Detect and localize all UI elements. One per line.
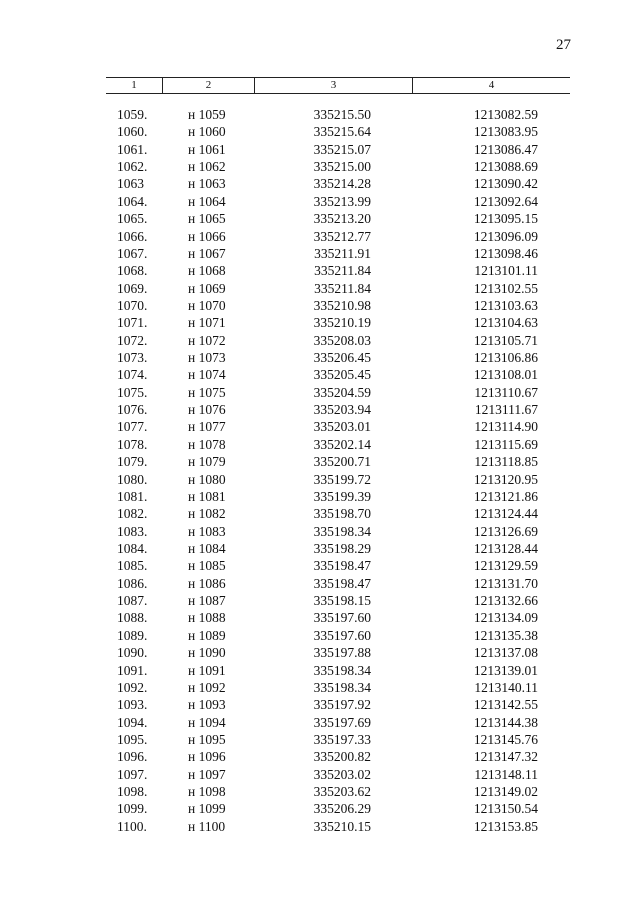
point-label: н 1096	[188, 749, 226, 765]
coordinate-y: 1213095.15	[473, 211, 538, 227]
coordinate-y: 1213096.09	[473, 228, 538, 244]
coordinate-x: 335198.15	[313, 593, 371, 609]
table-row	[106, 644, 570, 661]
table-row	[106, 523, 570, 540]
coordinate-y: 1213118.85	[474, 454, 538, 470]
point-index: 1090.	[117, 645, 148, 661]
point-index: 1093.	[117, 697, 148, 713]
table-row	[106, 436, 570, 453]
point-index: 1076.	[117, 402, 148, 418]
point-label: н 1073	[188, 350, 226, 366]
coordinate-x: 335203.01	[313, 419, 371, 435]
point-label: н 1097	[188, 766, 226, 782]
page-number: 27	[556, 37, 571, 53]
table-row	[106, 679, 570, 696]
point-index: 1077.	[117, 419, 148, 435]
point-index: 1065.	[117, 211, 148, 227]
coordinate-x: 335211.84	[314, 263, 371, 279]
coordinate-y: 1213150.54	[473, 801, 538, 817]
coordinate-x: 335211.84	[314, 280, 371, 296]
coordinate-x: 335197.92	[313, 697, 371, 713]
coordinate-x: 335197.60	[313, 610, 371, 626]
coordinate-y: 1213145.76	[473, 731, 538, 747]
coordinate-x: 335198.70	[313, 506, 371, 522]
table-row	[106, 800, 570, 817]
coordinate-y: 1213153.85	[473, 818, 538, 834]
coordinate-y: 1213140.11	[474, 679, 538, 695]
table-row	[106, 175, 570, 192]
point-index: 1070.	[117, 297, 148, 313]
table-row	[106, 228, 570, 245]
table-row	[106, 731, 570, 748]
point-label: н 1061	[188, 141, 226, 157]
point-index: 1099.	[117, 801, 148, 817]
coordinate-y: 1213101.11	[474, 263, 538, 279]
coordinate-x: 335197.33	[313, 731, 371, 747]
table-row	[106, 488, 570, 505]
coordinate-x: 335213.99	[313, 193, 371, 209]
point-label: н 1063	[188, 176, 226, 192]
coordinate-y: 1213120.95	[473, 471, 538, 487]
point-index: 1066.	[117, 228, 148, 244]
point-label: н 1083	[188, 523, 226, 539]
point-index: 1068.	[117, 263, 148, 279]
table-row	[106, 696, 570, 713]
coordinate-y: 1213105.71	[473, 332, 538, 348]
point-index: 1096.	[117, 749, 148, 765]
coordinate-y: 1213082.59	[473, 107, 538, 122]
table-row	[106, 505, 570, 522]
coordinate-y: 1213131.70	[473, 575, 538, 591]
coordinate-y: 1213144.38	[473, 714, 538, 730]
point-index: 1087.	[117, 593, 148, 609]
coordinate-y: 1213121.86	[473, 488, 538, 504]
table-header	[106, 77, 570, 94]
point-label: н 1079	[188, 454, 226, 470]
point-index: 1088.	[117, 610, 148, 626]
coordinate-y: 1213132.66	[473, 593, 538, 609]
coordinate-x: 335210.98	[313, 297, 371, 313]
coordinate-x: 335203.94	[313, 402, 371, 418]
coordinate-y: 1213088.69	[473, 159, 538, 175]
table-row	[106, 297, 570, 314]
coordinate-x: 335199.39	[313, 488, 371, 504]
coordinate-x: 335205.45	[313, 367, 371, 383]
point-label: н 1059	[188, 107, 226, 122]
coordinate-x: 335198.34	[313, 679, 371, 695]
coordinate-x: 335215.00	[313, 159, 371, 175]
table-row	[106, 332, 570, 349]
point-index: 1064.	[117, 193, 148, 209]
column-header-2: 2	[162, 78, 254, 93]
coordinate-x: 335214.28	[313, 176, 371, 192]
point-label: н 1099	[188, 801, 226, 817]
coordinate-y: 1213147.32	[473, 749, 538, 765]
point-index: 1063	[117, 176, 144, 192]
coordinate-x: 335198.29	[313, 540, 371, 556]
point-label: н 1077	[188, 419, 226, 435]
table-row	[106, 748, 570, 765]
table-row	[106, 592, 570, 609]
table-row	[106, 123, 570, 140]
point-label: н 1075	[188, 384, 226, 400]
point-index: 1095.	[117, 731, 148, 747]
coordinate-y: 1213103.63	[473, 297, 538, 313]
coordinate-x: 335200.82	[313, 749, 371, 765]
table-row	[106, 349, 570, 366]
table-row	[106, 627, 570, 644]
coordinate-x: 335200.71	[313, 454, 371, 470]
coordinate-y: 1213083.95	[473, 124, 538, 140]
coordinate-y: 1213142.55	[473, 697, 538, 713]
point-index: 1092.	[117, 679, 148, 695]
point-index: 1085.	[117, 558, 148, 574]
column-header-1: 1	[131, 79, 137, 91]
point-label: н 1091	[188, 662, 226, 678]
coordinate-x: 335203.02	[313, 766, 371, 782]
coordinate-x: 335210.15	[313, 818, 371, 834]
coordinate-x: 335199.72	[313, 471, 371, 487]
coordinate-y: 1213104.63	[473, 315, 538, 331]
point-index: 1071.	[117, 315, 148, 331]
point-label: н 1089	[188, 627, 226, 643]
point-label: н 1080	[188, 471, 226, 487]
point-label: н 1100	[188, 818, 226, 834]
coordinate-x: 335198.47	[313, 575, 371, 591]
point-index: 1080.	[117, 471, 148, 487]
coordinate-y: 1213090.42	[473, 176, 538, 192]
table-row	[106, 609, 570, 626]
point-label: н 1062	[188, 159, 226, 175]
point-index: 1079.	[117, 454, 148, 470]
point-label: н 1074	[188, 367, 226, 383]
point-label: н 1078	[188, 436, 226, 452]
table-row	[106, 366, 570, 383]
point-label: н 1087	[188, 593, 226, 609]
point-index: 1060.	[117, 124, 148, 140]
point-label: н 1070	[188, 297, 226, 313]
table-row	[106, 818, 570, 835]
coordinate-y: 1213111.67	[474, 402, 538, 418]
point-label: н 1098	[188, 784, 226, 800]
coordinate-x: 335215.64	[313, 124, 371, 140]
point-label: н 1064	[188, 193, 226, 209]
point-index: 1069.	[117, 280, 148, 296]
coordinate-y: 1213106.86	[473, 350, 538, 366]
point-index: 1082.	[117, 506, 148, 522]
point-index: 1061.	[117, 141, 148, 157]
coordinate-y: 1213126.69	[473, 523, 538, 539]
coordinate-x: 335210.19	[313, 315, 371, 331]
coordinate-x: 335197.60	[313, 627, 371, 643]
point-label: н 1076	[188, 402, 226, 418]
coordinate-x: 335206.29	[313, 801, 371, 817]
table-row	[106, 280, 570, 297]
point-label: н 1067	[188, 245, 226, 261]
coordinate-y: 1213086.47	[473, 141, 538, 157]
point-index: 1084.	[117, 540, 148, 556]
point-label: н 1092	[188, 679, 226, 695]
point-label: н 1065	[188, 211, 226, 227]
point-index: 1075.	[117, 384, 148, 400]
table-row	[106, 557, 570, 574]
coordinate-x: 335198.34	[313, 662, 371, 678]
point-label: н 1095	[188, 731, 226, 747]
point-label: н 1090	[188, 645, 226, 661]
point-label: н 1094	[188, 714, 226, 730]
point-index: 1059.	[117, 107, 148, 122]
coordinate-y: 1213129.59	[473, 558, 538, 574]
coordinate-x: 335211.91	[314, 245, 371, 261]
point-label: н 1066	[188, 228, 226, 244]
coordinate-x: 335204.59	[313, 384, 371, 400]
table-row	[106, 314, 570, 331]
column-header-4: 4	[412, 78, 570, 93]
coordinate-table	[106, 106, 570, 835]
coordinate-y: 1213110.67	[474, 384, 538, 400]
coordinate-x: 335215.50	[313, 107, 371, 122]
point-label: н 1069	[188, 280, 226, 296]
coordinate-y: 1213098.46	[473, 245, 538, 261]
point-label: н 1084	[188, 540, 226, 556]
coordinate-y: 1213124.44	[473, 506, 538, 522]
point-label: н 1068	[188, 263, 226, 279]
coordinate-x: 335202.14	[313, 436, 371, 452]
coordinate-y: 1213092.64	[473, 193, 538, 209]
point-index: 1094.	[117, 714, 148, 730]
coordinate-x: 335213.20	[313, 211, 371, 227]
point-label: н 1081	[188, 488, 226, 504]
point-index: 1067.	[117, 245, 148, 261]
coordinate-x: 335203.62	[313, 784, 371, 800]
table-row	[106, 210, 570, 227]
point-label: н 1060	[188, 124, 226, 140]
point-index: 1078.	[117, 436, 148, 452]
coordinate-y: 1213108.01	[473, 367, 538, 383]
table-row	[106, 245, 570, 262]
point-index: 1091.	[117, 662, 148, 678]
coordinate-y: 1213115.69	[474, 436, 538, 452]
coordinate-x: 335208.03	[313, 332, 371, 348]
point-index: 1081.	[117, 488, 148, 504]
coordinate-x: 335212.77	[313, 228, 371, 244]
point-index: 1100.	[117, 818, 147, 834]
coordinate-y: 1213148.11	[474, 766, 538, 782]
coordinate-y: 1213128.44	[473, 540, 538, 556]
point-label: н 1071	[188, 315, 226, 331]
table-row	[106, 540, 570, 557]
table-row	[106, 141, 570, 158]
table-row	[106, 401, 570, 418]
point-label: н 1085	[188, 558, 226, 574]
coordinate-y: 1213149.02	[473, 784, 538, 800]
point-index: 1097.	[117, 766, 148, 782]
column-header-3: 3	[254, 78, 412, 93]
point-index: 1083.	[117, 523, 148, 539]
table-row	[106, 714, 570, 731]
coordinate-x: 335197.69	[313, 714, 371, 730]
table-row	[106, 158, 570, 175]
table-row	[106, 766, 570, 783]
table-row	[106, 384, 570, 401]
point-label: н 1088	[188, 610, 226, 626]
coordinate-y: 1213139.01	[473, 662, 538, 678]
point-label: н 1086	[188, 575, 226, 591]
point-label: н 1072	[188, 332, 226, 348]
table-row	[106, 453, 570, 470]
coordinate-y: 1213135.38	[473, 627, 538, 643]
coordinate-x: 335206.45	[313, 350, 371, 366]
coordinate-x: 335197.88	[313, 645, 371, 661]
point-index: 1062.	[117, 159, 148, 175]
coordinate-x: 335215.07	[313, 141, 371, 157]
point-index: 1086.	[117, 575, 148, 591]
table-row	[106, 471, 570, 488]
coordinate-y: 1213114.90	[474, 419, 538, 435]
table-row	[106, 662, 570, 679]
point-label: н 1082	[188, 506, 226, 522]
table-row	[106, 106, 570, 123]
table-row	[106, 262, 570, 279]
point-index: 1073.	[117, 350, 148, 366]
table-row	[106, 575, 570, 592]
coordinate-y: 1213102.55	[473, 280, 538, 296]
point-label: н 1093	[188, 697, 226, 713]
point-index: 1098.	[117, 784, 148, 800]
point-index: 1089.	[117, 627, 148, 643]
coordinate-y: 1213134.09	[473, 610, 538, 626]
table-row	[106, 783, 570, 800]
point-index: 1074.	[117, 367, 148, 383]
coordinate-y: 1213137.08	[473, 645, 538, 661]
coordinate-x: 335198.47	[313, 558, 371, 574]
table-row	[106, 193, 570, 210]
table-row	[106, 418, 570, 435]
coordinate-x: 335198.34	[313, 523, 371, 539]
point-index: 1072.	[117, 332, 148, 348]
